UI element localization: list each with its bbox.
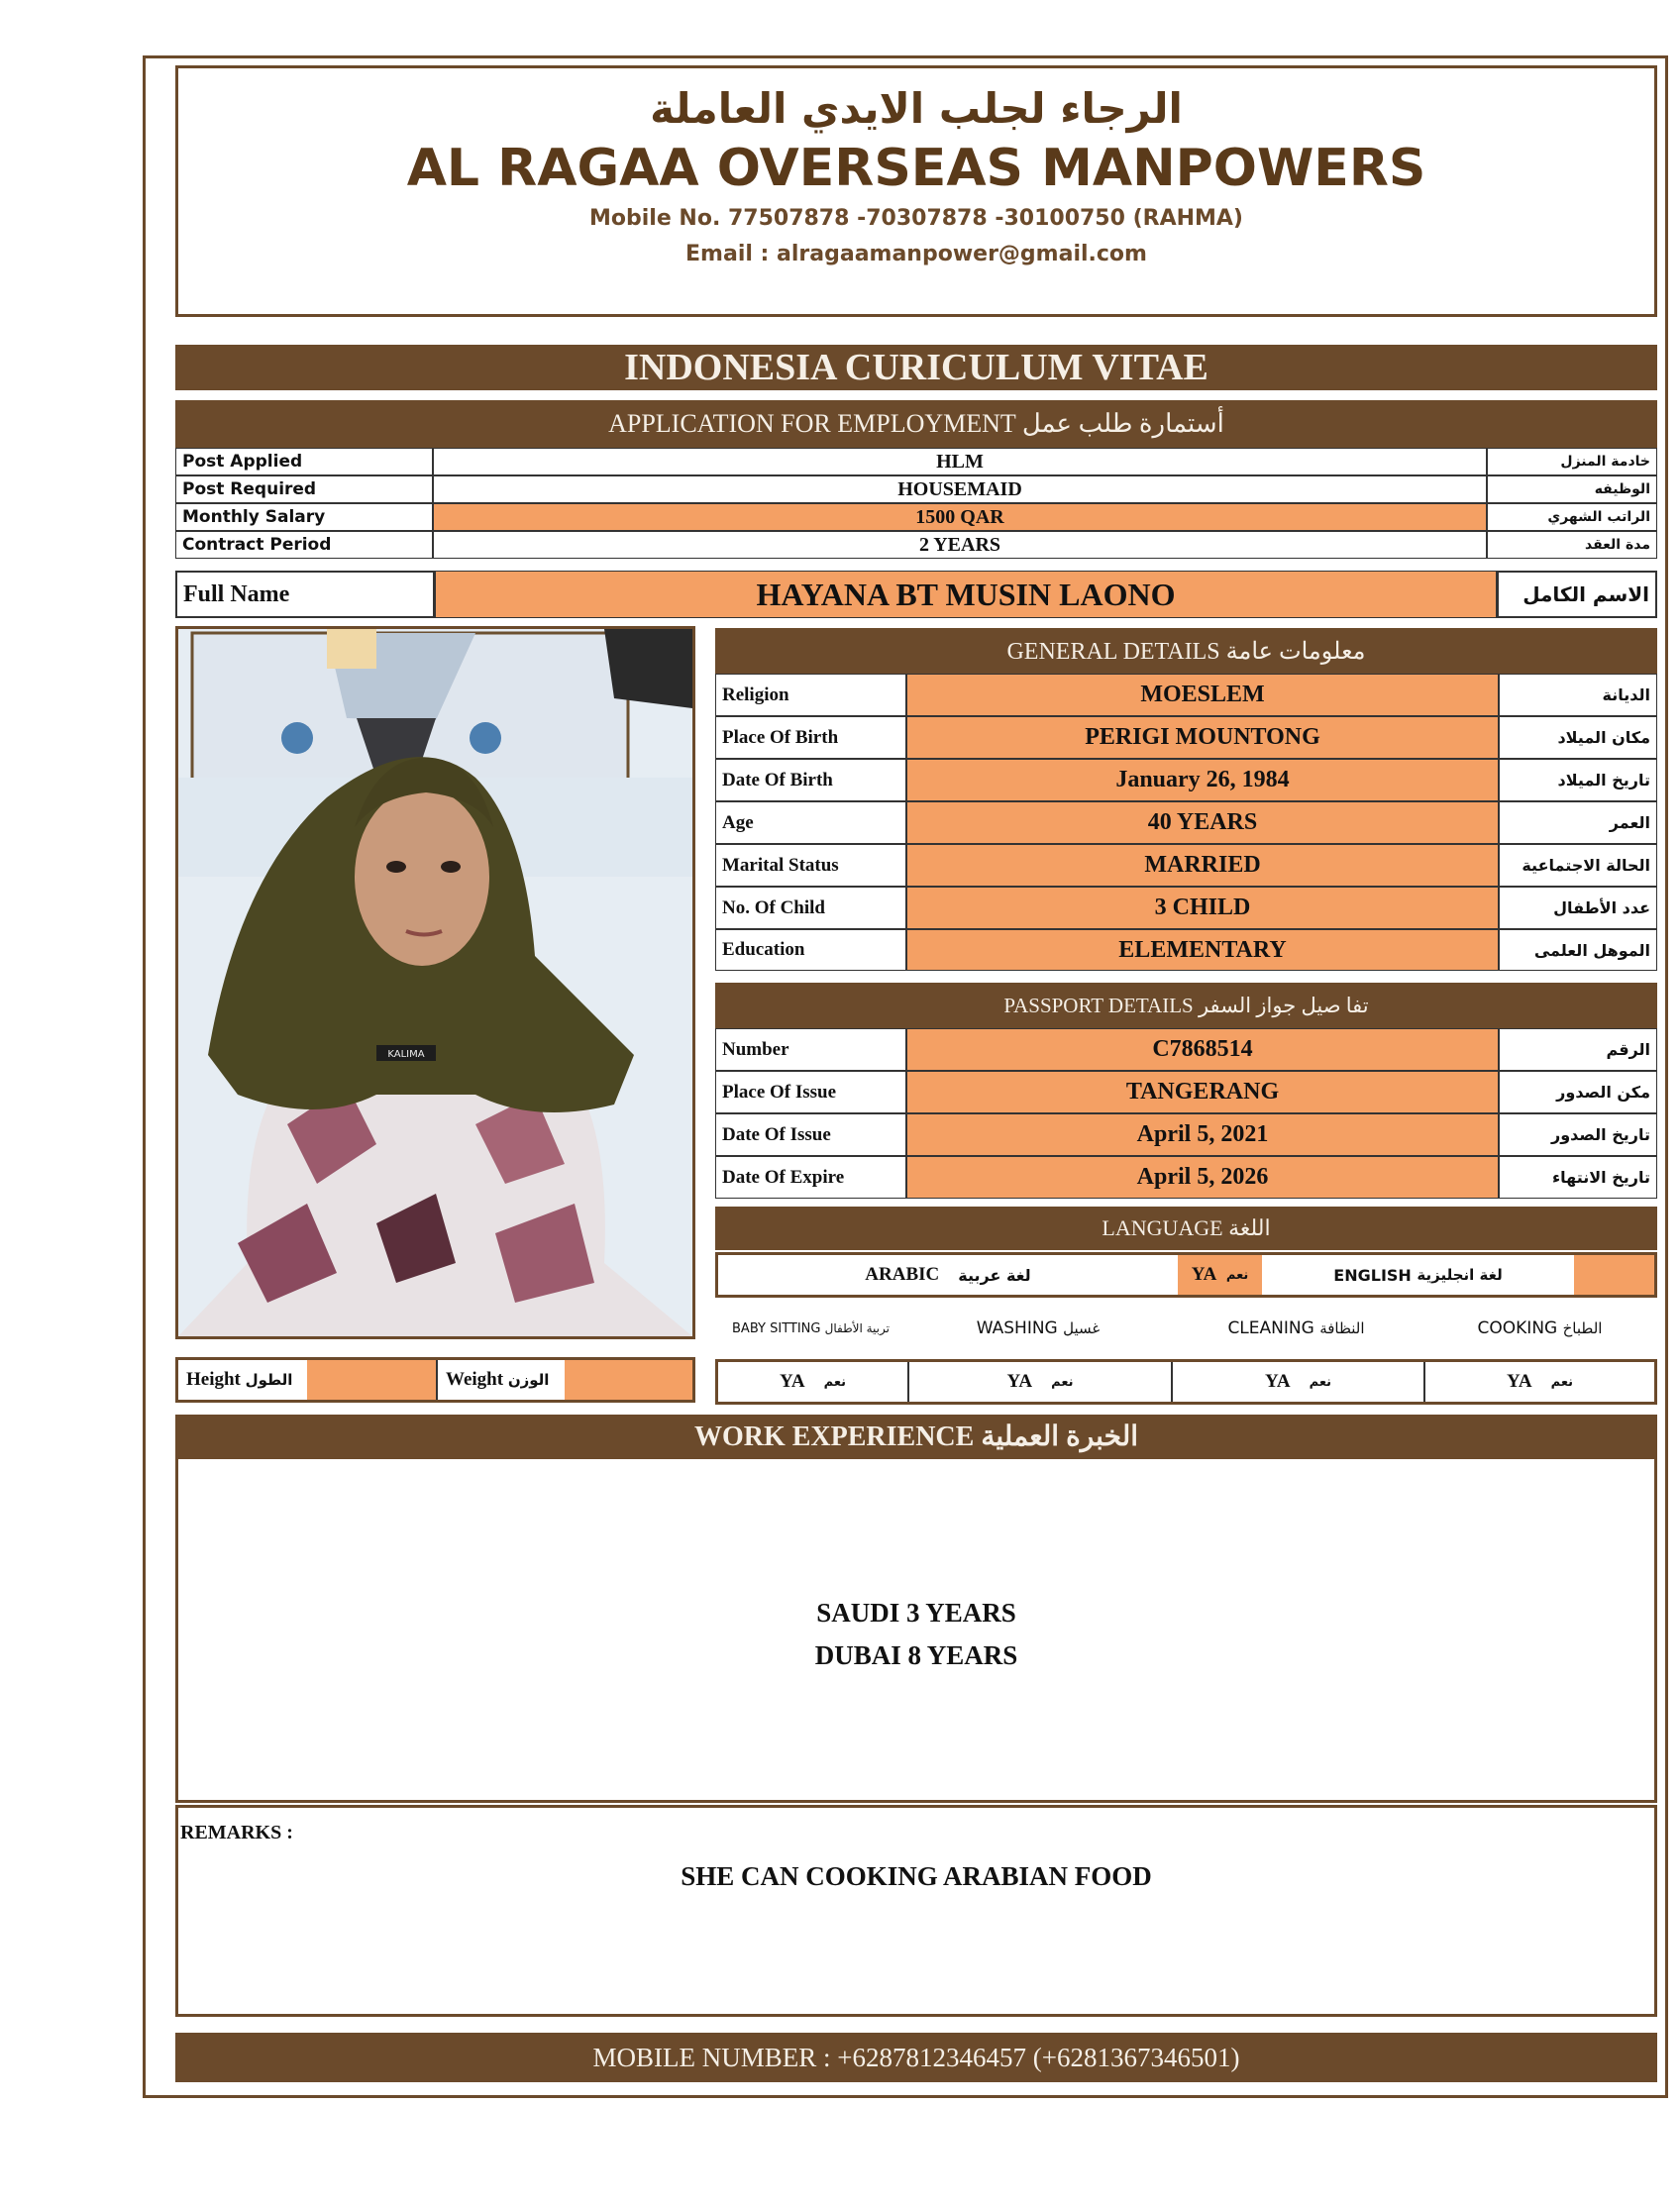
skill-cooking-en: COOKING [1477, 1318, 1558, 1338]
work-item: SAUDI 3 YEARS [816, 1598, 1016, 1628]
general-details-table [715, 674, 1657, 971]
skill-babysitting-label [715, 1306, 906, 1351]
cv-title: INDONESIA CURICULUM VITAE [175, 345, 1657, 390]
language-title: LANGUAGE اللغة [715, 1207, 1657, 1250]
skill-babysitting-ar: تربية الأطفال [824, 1321, 890, 1335]
full-name-value: HAYANA BT MUSIN LAONO [435, 571, 1497, 618]
height-label [178, 1360, 307, 1400]
skill-babysitting-yes: نعم [823, 1374, 847, 1390]
arabic-language-ar: لغة عربية [958, 1265, 1031, 1285]
age-arabic: العمر [1499, 801, 1657, 844]
contract-arabic: مدة العقد [1487, 531, 1657, 559]
agency-mobile: Mobile No. 77507878 -70307878 -30100750 (RAHMA) [589, 206, 1243, 231]
skill-cooking-ar: الطباخ [1562, 1319, 1603, 1337]
arabic-language-label [718, 1255, 1178, 1295]
general-details-title: GENERAL DETAILS معلومات عامة [715, 628, 1657, 674]
contract-value: 2 YEARS [433, 531, 1487, 559]
photo-illustration [178, 629, 692, 1336]
photo-badge: KALIMA [387, 1049, 425, 1060]
post-applied-arabic: خادمة المنزل [1487, 448, 1657, 475]
religion-value: MOESLEM [906, 674, 1499, 716]
remarks-text: SHE CAN COOKING ARABIAN FOOD [681, 1861, 1152, 1891]
full-name-arabic: الاسم الكامل [1497, 571, 1657, 618]
passport-details-title: PASSPORT DETAILS تفا صيل جواز السفر [715, 983, 1657, 1028]
skill-washing-en: WASHING [976, 1318, 1058, 1338]
arabic-language-en: ARABIC [865, 1264, 940, 1285]
weight-label-en: Weight [446, 1369, 504, 1390]
birthplace-value: PERIGI MOUNTONG [906, 716, 1499, 759]
skill-cleaning-label [1170, 1306, 1422, 1351]
post-required-arabic: الوظيفه [1487, 475, 1657, 503]
skill-washing-yes: نعم [1051, 1374, 1074, 1390]
skill-cleaning-value [1173, 1362, 1425, 1402]
applicant-photo [175, 626, 695, 1339]
skill-washing-label [906, 1306, 1170, 1351]
skill-cleaning-en: CLEANING [1227, 1318, 1314, 1338]
skill-cleaning-yes: نعم [1309, 1374, 1332, 1390]
issue-place-value: TANGERANG [906, 1071, 1499, 1113]
agency-english-name: AL RAGAA OVERSEAS MANPOWERS [406, 139, 1426, 198]
application-title: APPLICATION FOR EMPLOYMENT أستمارة طلب عمل [175, 400, 1657, 448]
issue-date-arabic: تاريخ الصدور [1499, 1113, 1657, 1156]
arabic-language-value-text: YA [1191, 1264, 1217, 1285]
marital-value: MARRIED [906, 844, 1499, 887]
language-row [715, 1252, 1657, 1298]
passport-number-value: C7868514 [906, 1028, 1499, 1071]
post-required-value: HOUSEMAID [433, 475, 1487, 503]
weight-value [565, 1360, 692, 1400]
issue-place-label: Place Of Issue [715, 1071, 906, 1113]
skill-cooking-label [1422, 1306, 1657, 1351]
remarks-label: REMARKS : [180, 1822, 293, 1843]
children-label: No. Of Child [715, 887, 906, 929]
agency-email: Email : alragaamanpower@gmail.com [685, 242, 1147, 266]
post-applied-label: Post Applied [175, 448, 433, 475]
weight-label-ar: الوزن [507, 1371, 550, 1389]
post-applied-value: HLM [433, 448, 1487, 475]
skill-babysitting-value [718, 1362, 909, 1402]
skill-washing-value [909, 1362, 1173, 1402]
english-language-label [1262, 1255, 1574, 1295]
salary-label: Monthly Salary [175, 503, 433, 531]
remarks-box [175, 1805, 1657, 2017]
application-table [175, 448, 1657, 559]
expiry-date-value: April 5, 2026 [906, 1156, 1499, 1199]
skills-header-row [715, 1306, 1657, 1351]
skills-value-row [715, 1359, 1657, 1405]
education-value: ELEMENTARY [906, 929, 1499, 971]
full-name-row [175, 571, 1657, 618]
passport-number-label: Number [715, 1028, 906, 1071]
marital-arabic: الحالة الاجتماعية [1499, 844, 1657, 887]
height-weight-row [175, 1357, 695, 1403]
children-arabic: عدد الأطفال [1499, 887, 1657, 929]
english-language-en: ENGLISH [1333, 1265, 1412, 1285]
work-item: DUBAI 8 YEARS [814, 1640, 1018, 1670]
agency-arabic-name: الرجاء لجلب الايدي العاملة [650, 84, 1183, 133]
english-language-value [1574, 1255, 1654, 1295]
work-experience-title: WORK EXPERIENCE الخبرة العملية [175, 1415, 1657, 1458]
issue-place-arabic: مكن الصدور [1499, 1071, 1657, 1113]
height-label-en: Height [186, 1369, 241, 1390]
religion-label: Religion [715, 674, 906, 716]
skill-washing-ar: غسيل [1063, 1319, 1101, 1337]
height-label-ar: الطول [245, 1371, 293, 1389]
english-language-ar: لغة انجليزية [1417, 1266, 1503, 1284]
arabic-language-yes: نعم [1225, 1267, 1249, 1283]
expiry-date-arabic: تاريخ الانتهاء [1499, 1156, 1657, 1199]
salary-value: 1500 QAR [433, 503, 1487, 531]
arabic-language-value [1178, 1255, 1262, 1295]
age-label: Age [715, 801, 906, 844]
birthdate-label: Date Of Birth [715, 759, 906, 801]
full-name-label: Full Name [175, 571, 435, 618]
birthdate-value: January 26, 1984 [906, 759, 1499, 801]
skill-cleaning-ar: النظافة [1319, 1319, 1365, 1337]
birthplace-label: Place Of Birth [715, 716, 906, 759]
skill-cleaning-ya: YA [1264, 1371, 1291, 1392]
salary-arabic: الراتب الشهري [1487, 503, 1657, 531]
children-value: 3 CHILD [906, 887, 1499, 929]
age-value: 40 YEARS [906, 801, 1499, 844]
footer-mobile-number: MOBILE NUMBER : +6287812346457 (+6281367346501) [175, 2033, 1657, 2082]
work-experience-list [178, 1592, 1654, 1677]
birthdate-arabic: تاريخ الميلاد [1499, 759, 1657, 801]
birthplace-arabic: مكان الميلاد [1499, 716, 1657, 759]
skill-cooking-value [1425, 1362, 1654, 1402]
post-required-label: Post Required [175, 475, 433, 503]
agency-header [175, 65, 1657, 317]
height-value [307, 1360, 436, 1400]
contract-label: Contract Period [175, 531, 433, 559]
issue-date-label: Date Of Issue [715, 1113, 906, 1156]
marital-label: Marital Status [715, 844, 906, 887]
skill-cooking-yes: نعم [1550, 1374, 1574, 1390]
education-label: Education [715, 929, 906, 971]
skill-babysitting-ya: YA [779, 1371, 805, 1392]
issue-date-value: April 5, 2021 [906, 1113, 1499, 1156]
religion-arabic: الديانة [1499, 674, 1657, 716]
skill-cooking-ya: YA [1506, 1371, 1532, 1392]
passport-number-arabic: الرقم [1499, 1028, 1657, 1071]
skill-washing-ya: YA [1006, 1371, 1033, 1392]
work-experience-box [175, 1456, 1657, 1803]
passport-details-table [715, 1028, 1657, 1199]
weight-label [436, 1360, 565, 1400]
expiry-date-label: Date Of Expire [715, 1156, 906, 1199]
skill-babysitting-en: BABY SITTING [732, 1320, 821, 1336]
education-arabic: الموهل العلمى [1499, 929, 1657, 971]
